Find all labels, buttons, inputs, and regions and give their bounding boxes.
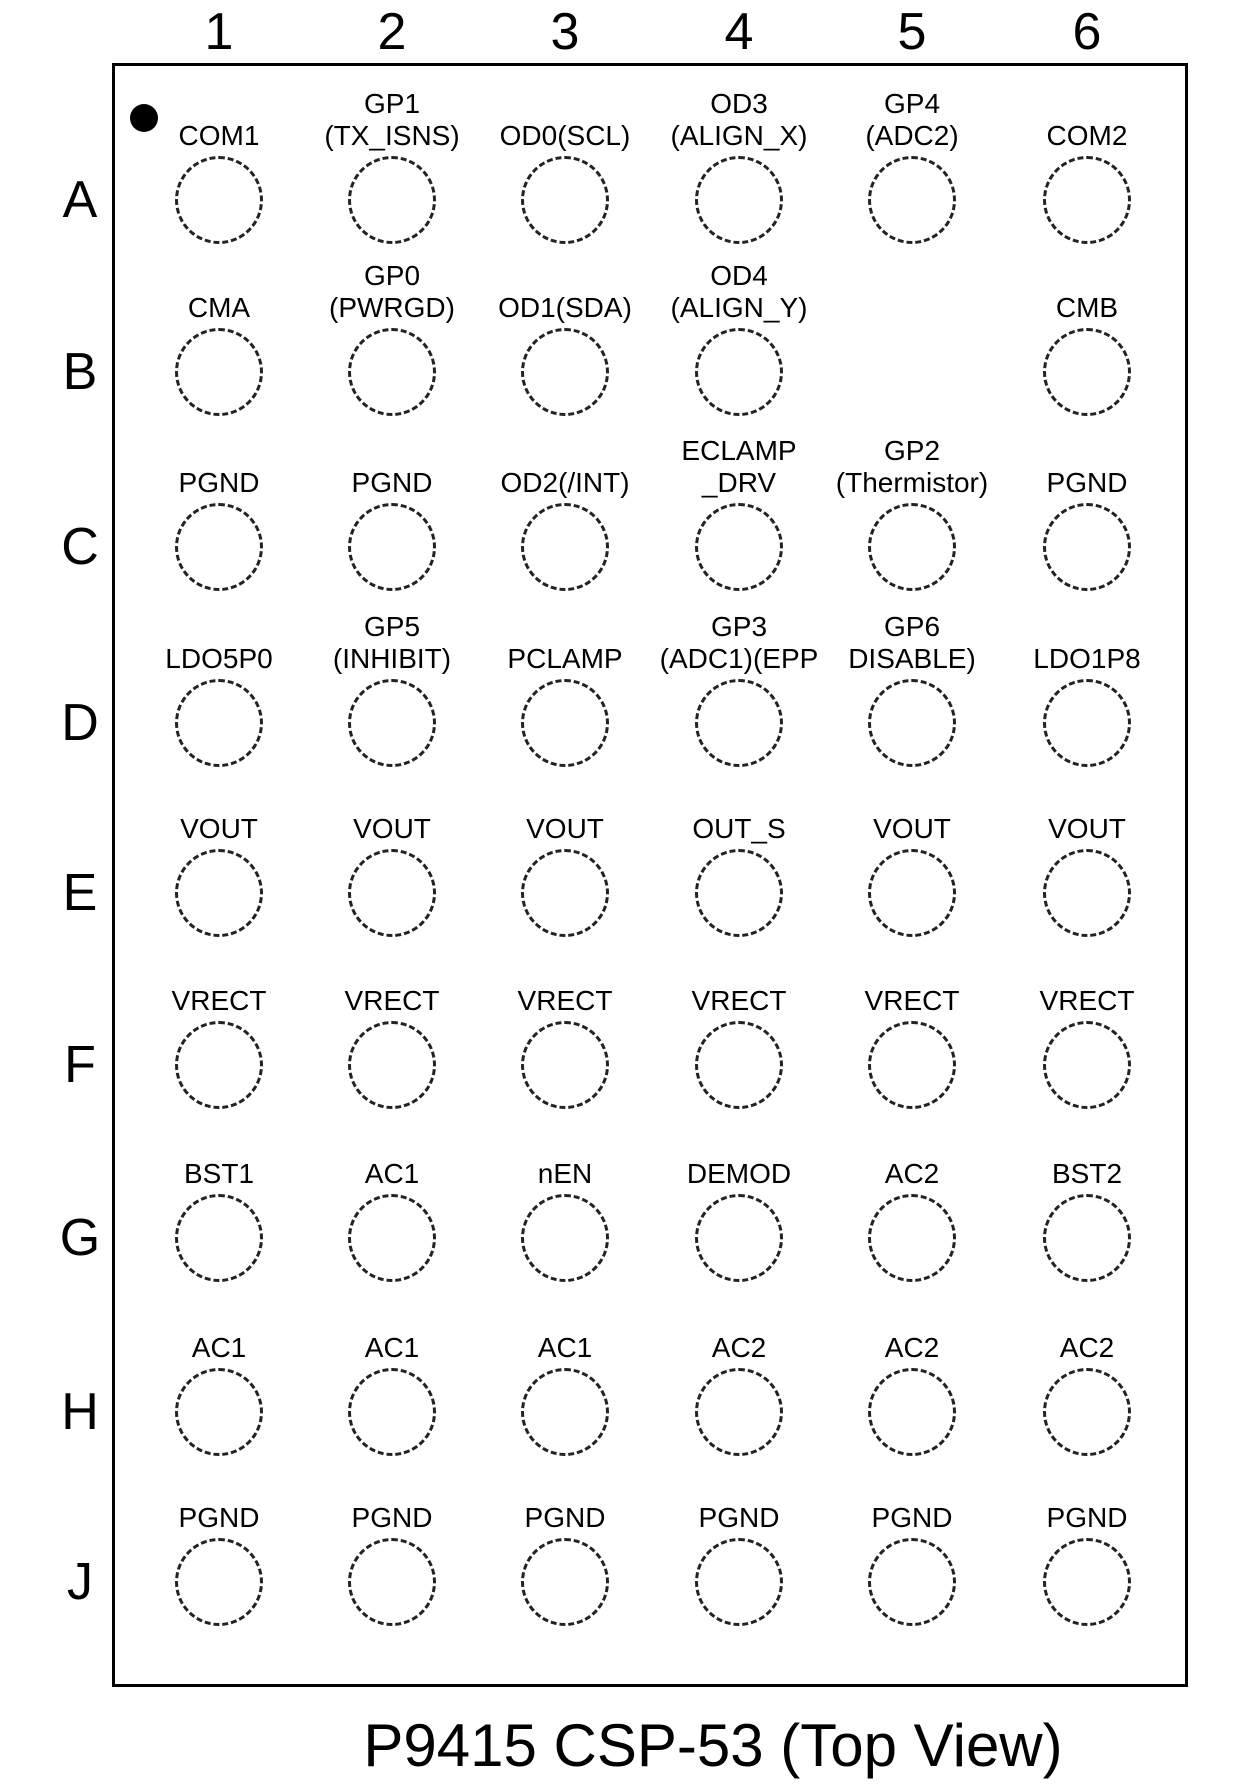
ball-B3-icon [521, 328, 609, 416]
ball-J3-icon [521, 1538, 609, 1626]
pin-label-D1 [119, 643, 319, 675]
pin-label-line: BST1 [183, 1158, 255, 1189]
column-number-2: 2 [377, 3, 407, 61]
pin-label-line: COM1 [178, 120, 260, 151]
pin-label-D3 [465, 643, 665, 675]
row-letter-C: C [61, 518, 99, 576]
pin-label-D4 [639, 611, 839, 675]
ball-E4-icon [695, 849, 783, 937]
pin-label-H3 [465, 1332, 665, 1364]
pin-label-H2 [292, 1332, 492, 1364]
pin-label-line: CMB [1055, 292, 1119, 323]
pin-label-line: BST2 [1051, 1158, 1123, 1189]
pin-label-B1 [119, 292, 319, 324]
pin-label-J3 [465, 1502, 665, 1534]
pin-label-E3 [465, 813, 665, 845]
pin-label-A6 [987, 120, 1187, 152]
pin-label-line: GP0 [363, 260, 421, 291]
pin-label-D2 [292, 611, 492, 675]
ball-F2-icon [348, 1021, 436, 1109]
ball-J1-icon [175, 1538, 263, 1626]
diagram-title: P9415 CSP-53 (Top View) [363, 1712, 1063, 1779]
pin-label-line: VRECT [1039, 985, 1135, 1016]
pin-label-line: GP5 [363, 611, 421, 642]
ball-H3-icon [521, 1368, 609, 1456]
ball-F1-icon [175, 1021, 263, 1109]
ball-B6-icon [1043, 328, 1131, 416]
row-letter-D: D [61, 694, 99, 752]
pin-label-line: VRECT [691, 985, 787, 1016]
column-number-6: 6 [1072, 3, 1102, 61]
pin-label-A4 [639, 88, 839, 152]
pin-label-H6 [987, 1332, 1187, 1364]
pin-label-line: VOUT [180, 813, 258, 844]
pin-label-line: nEN [537, 1158, 593, 1189]
ball-D5-icon [868, 679, 956, 767]
pin-label-line: LDO5P0 [165, 643, 273, 674]
ball-G2-icon [348, 1194, 436, 1282]
pin-label-H4 [639, 1332, 839, 1364]
ball-F5-icon [868, 1021, 956, 1109]
pin-label-line: AC1 [364, 1332, 420, 1363]
pin-label-E2 [292, 813, 492, 845]
pin-label-line: DEMOD [686, 1158, 792, 1189]
pin-label-line: (ADC2) [865, 120, 959, 151]
ball-E2-icon [348, 849, 436, 937]
pin-label-line: (INHIBIT) [332, 643, 452, 674]
pin-label-E4 [639, 813, 839, 845]
pin-label-line: PGND [871, 1502, 953, 1533]
pin-label-line: _DRV [701, 467, 777, 498]
ball-G1-icon [175, 1194, 263, 1282]
pin-label-line: GP2 [883, 435, 941, 466]
pin-label-line: GP1 [363, 88, 421, 119]
pin-label-A2 [292, 88, 492, 152]
pin-label-line: OUT_S [692, 813, 786, 844]
pin-label-line: (ALIGN_X) [670, 120, 808, 151]
pin-label-line: PGND [178, 1502, 260, 1533]
pin-label-B2 [292, 260, 492, 324]
pin-label-B4 [639, 260, 839, 324]
row-letter-G: G [59, 1209, 101, 1267]
row-letter-A: A [62, 171, 98, 229]
pin-label-C2 [292, 467, 492, 499]
pin-label-line: COM2 [1046, 120, 1128, 151]
pin-label-line: AC2 [711, 1332, 767, 1363]
row-letter-F: F [64, 1036, 96, 1094]
ball-F4-icon [695, 1021, 783, 1109]
ball-H5-icon [868, 1368, 956, 1456]
pin-label-E6 [987, 813, 1187, 845]
pin-label-line: PGND [1046, 1502, 1128, 1533]
pin-label-line: PGND [1046, 467, 1128, 498]
pin-label-line: OD1(SDA) [498, 292, 632, 323]
pin-label-line: (PWRGD) [329, 292, 455, 323]
pin-label-line: OD2(/INT) [500, 467, 630, 498]
pin-label-line: AC1 [364, 1158, 420, 1189]
pin-label-E5 [812, 813, 1012, 845]
ball-H6-icon [1043, 1368, 1131, 1456]
ball-B1-icon [175, 328, 263, 416]
pin-label-F2 [292, 985, 492, 1017]
pin-label-line: AC2 [884, 1332, 940, 1363]
ball-E6-icon [1043, 849, 1131, 937]
pin-label-line: DISABLE) [848, 643, 976, 674]
pin-label-line: PGND [178, 467, 260, 498]
ball-C5-icon [868, 503, 956, 591]
ball-D6-icon [1043, 679, 1131, 767]
pin-label-line: GP3 [710, 611, 768, 642]
pin-label-line: VRECT [864, 985, 960, 1016]
pin-label-D6 [987, 643, 1187, 675]
pin-label-J1 [119, 1502, 319, 1534]
ball-E5-icon [868, 849, 956, 937]
ball-H4-icon [695, 1368, 783, 1456]
ball-H1-icon [175, 1368, 263, 1456]
row-letter-H: H [61, 1383, 99, 1441]
pin-label-G1 [119, 1158, 319, 1190]
ball-B2-icon [348, 328, 436, 416]
ball-C4-icon [695, 503, 783, 591]
ball-D1-icon [175, 679, 263, 767]
pin-label-A5 [812, 88, 1012, 152]
pin-label-line: CMA [187, 292, 251, 323]
ball-G3-icon [521, 1194, 609, 1282]
row-letter-E: E [62, 864, 98, 922]
ball-A3-icon [521, 156, 609, 244]
pin-label-J5 [812, 1502, 1012, 1534]
pin-label-F6 [987, 985, 1187, 1017]
ball-C2-icon [348, 503, 436, 591]
ball-H2-icon [348, 1368, 436, 1456]
pin-label-G6 [987, 1158, 1187, 1190]
pin-label-G2 [292, 1158, 492, 1190]
pin-label-line: (ADC1)(EPP [659, 643, 819, 674]
pin-label-line: PGND [698, 1502, 780, 1533]
ball-G4-icon [695, 1194, 783, 1282]
column-number-1: 1 [204, 3, 234, 61]
pin-label-line: GP6 [883, 611, 941, 642]
pin-label-C4 [639, 435, 839, 499]
pin-label-line: OD4 [710, 260, 768, 291]
pin-label-A1 [119, 120, 319, 152]
pin-label-line: VRECT [171, 985, 267, 1016]
pin-label-line: AC2 [1059, 1332, 1115, 1363]
pin-label-J2 [292, 1502, 492, 1534]
pin-label-line: VOUT [353, 813, 431, 844]
pin-label-line: AC2 [884, 1158, 940, 1189]
ball-J6-icon [1043, 1538, 1131, 1626]
pin-label-G4 [639, 1158, 839, 1190]
ball-A5-icon [868, 156, 956, 244]
pin-label-line: LDO1P8 [1033, 643, 1141, 674]
ball-F6-icon [1043, 1021, 1131, 1109]
pin-label-B3 [465, 292, 665, 324]
pin-label-J4 [639, 1502, 839, 1534]
pin-label-B6 [987, 292, 1187, 324]
pin-label-line: PGND [524, 1502, 606, 1533]
pin-label-line: PGND [351, 467, 433, 498]
ball-B4-icon [695, 328, 783, 416]
pin-label-C5 [812, 435, 1012, 499]
column-number-3: 3 [550, 3, 580, 61]
ball-A4-icon [695, 156, 783, 244]
pin-label-line: AC1 [191, 1332, 247, 1363]
ball-A6-icon [1043, 156, 1131, 244]
pin-label-D5 [812, 611, 1012, 675]
pin-label-line: GP4 [883, 88, 941, 119]
pin-label-line: PCLAMP [507, 643, 623, 674]
pin-label-F4 [639, 985, 839, 1017]
pin-label-line: VOUT [873, 813, 951, 844]
pin-label-F5 [812, 985, 1012, 1017]
pin-label-line: VRECT [344, 985, 440, 1016]
pin-label-G5 [812, 1158, 1012, 1190]
ball-G6-icon [1043, 1194, 1131, 1282]
pin-label-line: VRECT [517, 985, 613, 1016]
ball-C3-icon [521, 503, 609, 591]
ball-J4-icon [695, 1538, 783, 1626]
pin-label-C6 [987, 467, 1187, 499]
ball-D4-icon [695, 679, 783, 767]
pin-label-A3 [465, 120, 665, 152]
pin-label-F3 [465, 985, 665, 1017]
pin-label-line: PGND [351, 1502, 433, 1533]
ball-A1-icon [175, 156, 263, 244]
pin-label-line: OD0(SCL) [499, 120, 631, 151]
pin-label-H1 [119, 1332, 319, 1364]
pin-label-line: OD3 [710, 88, 768, 119]
row-letter-J: J [67, 1553, 93, 1611]
ball-C1-icon [175, 503, 263, 591]
pin-label-E1 [119, 813, 319, 845]
pin-label-J6 [987, 1502, 1187, 1534]
ball-D2-icon [348, 679, 436, 767]
pin-label-line: VOUT [1048, 813, 1126, 844]
ball-J5-icon [868, 1538, 956, 1626]
ball-F3-icon [521, 1021, 609, 1109]
pin-label-line: AC1 [537, 1332, 593, 1363]
pin-label-line: (Thermistor) [835, 467, 989, 498]
column-number-4: 4 [724, 3, 754, 61]
ball-E3-icon [521, 849, 609, 937]
pin-label-F1 [119, 985, 319, 1017]
pin-label-line: ECLAMP [681, 435, 797, 466]
pin-label-line: VOUT [526, 813, 604, 844]
pin-label-C1 [119, 467, 319, 499]
ball-G5-icon [868, 1194, 956, 1282]
column-number-5: 5 [897, 3, 927, 61]
pin-label-G3 [465, 1158, 665, 1190]
pin-label-C3 [465, 467, 665, 499]
ball-J2-icon [348, 1538, 436, 1626]
row-letter-B: B [62, 343, 98, 401]
pin-label-line: (ALIGN_Y) [670, 292, 808, 323]
ball-D3-icon [521, 679, 609, 767]
ball-E1-icon [175, 849, 263, 937]
ball-C6-icon [1043, 503, 1131, 591]
pin-label-H5 [812, 1332, 1012, 1364]
pin-label-line: (TX_ISNS) [324, 120, 460, 151]
ball-A2-icon [348, 156, 436, 244]
